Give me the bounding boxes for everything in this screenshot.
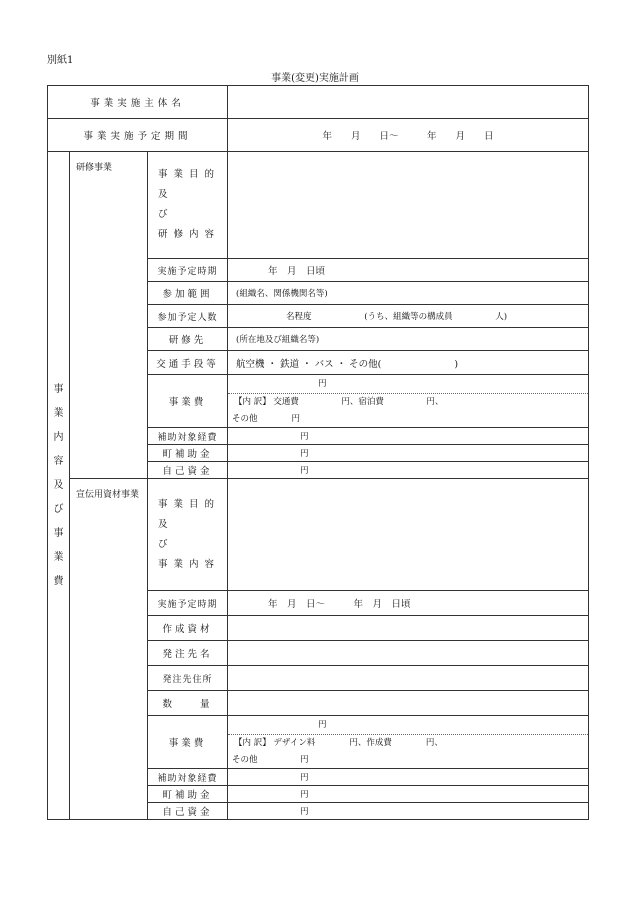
training-purpose-row [48, 152, 589, 259]
training-category: 研修事業 [70, 152, 148, 479]
entity-row [48, 86, 589, 119]
attachment-number: 別紙1 [47, 55, 74, 66]
training-count-label: 参加予定人数 [148, 305, 228, 328]
promo-purpose-field[interactable] [228, 479, 589, 591]
training-subsidy-field[interactable]: 円 [228, 428, 589, 445]
transport-close: ) [454, 358, 459, 370]
purpose-line: 研修内容 [158, 229, 221, 240]
promo-material-label: 作成資材 [148, 616, 228, 641]
cost-breakdown: 【内 訳】 デザイン料 円、作成費 円、 [234, 738, 443, 748]
cost-breakdown: 【内 訳】 交通費 円、宿泊費 円、 [234, 397, 444, 407]
side-char: 費 [53, 575, 64, 587]
side-char: 内 [53, 431, 64, 443]
entity-field[interactable] [228, 86, 589, 119]
promo-cost-label: 事業費 [148, 716, 228, 769]
promo-vendor-addr-label: 発注先住所 [148, 666, 228, 691]
training-cost-field[interactable] [228, 375, 589, 428]
promo-cost-field[interactable] [228, 716, 589, 769]
promo-self-field[interactable]: 円 [228, 803, 589, 820]
promo-qty-label: 数 量 [148, 691, 228, 716]
cost-total: 円 [228, 375, 588, 394]
purpose-line: 事業目的 [158, 498, 221, 510]
promo-town-field[interactable]: 円 [228, 786, 589, 803]
training-town-label: 町補助金 [148, 445, 228, 462]
side-label [48, 152, 70, 820]
promo-town-label: 町補助金 [148, 786, 228, 803]
training-scope-field[interactable]: (組織名、関係機関名等) [228, 282, 589, 305]
purpose-line: 及 び [158, 518, 221, 550]
training-purpose-label [148, 152, 228, 259]
side-char: 容 [53, 455, 64, 467]
cost-other: その他 円 [232, 755, 309, 765]
promo-vendor-label: 発注先名 [148, 641, 228, 666]
promo-self-label: 自己資金 [148, 803, 228, 820]
promo-purpose-row [48, 479, 589, 591]
period-label: 事業実施予定期間 [48, 119, 228, 152]
side-char: 及 [53, 479, 64, 491]
training-self-label: 自己資金 [148, 462, 228, 479]
promo-vendor-addr-field[interactable] [228, 666, 589, 691]
promo-time-field[interactable]: 年 月 日～ 年 月 日頃 [228, 591, 589, 616]
side-char: 業 [53, 407, 64, 419]
promo-category: 宣伝用資材事業 [70, 479, 148, 820]
training-cost-label: 事業費 [148, 375, 228, 428]
promo-purpose-label [148, 479, 228, 591]
promo-subsidy-field[interactable]: 円 [228, 769, 589, 786]
training-time-field[interactable]: 年 月 日頃 [228, 259, 589, 282]
promo-subsidy-label: 補助対象経費 [148, 769, 228, 786]
training-time-label: 実施予定時期 [148, 259, 228, 282]
period-row [48, 119, 589, 152]
training-subsidy-label: 補助対象経費 [148, 428, 228, 445]
training-self-field[interactable]: 円 [228, 462, 589, 479]
count-member-unit: 人) [495, 312, 508, 322]
side-char: び [53, 503, 64, 515]
training-count-field[interactable] [228, 305, 589, 328]
purpose-line: 事業内容 [158, 558, 221, 570]
cost-other: その他 円 [232, 414, 301, 424]
purpose-line: 事業目的 [158, 169, 221, 180]
promo-material-field[interactable] [228, 616, 589, 641]
cost-total: 円 [228, 716, 588, 735]
transport-options: 航空機 ・ 鉄道 ・ バス ・ その他( [236, 358, 382, 370]
training-transport-label: 交通手段等 [148, 351, 228, 375]
side-char: 業 [53, 551, 64, 563]
purpose-line: 及 び [158, 189, 221, 220]
promo-qty-field[interactable] [228, 691, 589, 716]
side-char: 事 [53, 527, 64, 539]
training-scope-label: 参加範囲 [148, 282, 228, 305]
period-field[interactable]: 年 月 日～ 年 月 日 [228, 119, 589, 152]
training-dest-label: 研修先 [148, 328, 228, 351]
side-char: 事 [53, 383, 64, 395]
promo-time-label: 実施予定時期 [148, 591, 228, 616]
count-unit: 名程度 [286, 312, 312, 322]
training-dest-field[interactable]: (所在地及び組織名等) [228, 328, 589, 351]
promo-vendor-field[interactable] [228, 641, 589, 666]
document-title: 事業(変更)実施計画 [271, 73, 359, 84]
training-transport-field[interactable] [228, 351, 589, 375]
plan-form-table [47, 85, 589, 820]
count-member: (うち、組織等の構成員 [364, 312, 453, 322]
training-purpose-field[interactable] [228, 152, 589, 259]
entity-label: 事業実施主体名 [48, 86, 228, 119]
training-town-field[interactable]: 円 [228, 445, 589, 462]
